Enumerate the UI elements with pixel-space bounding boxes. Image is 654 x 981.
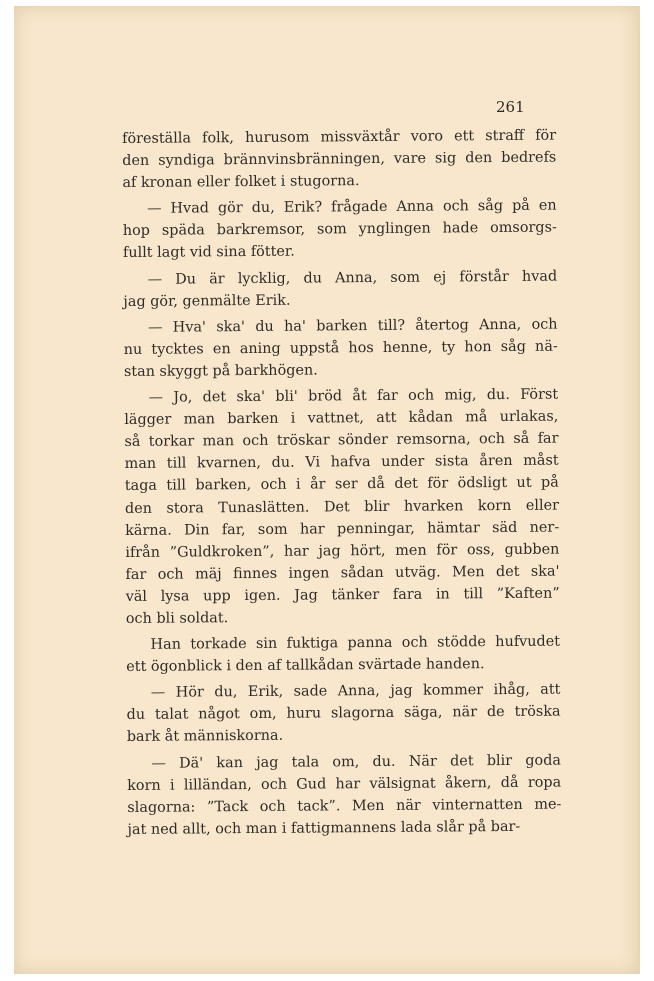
paragraph <box>123 265 557 313</box>
text-line: fullt lagt vid sina fötter. <box>122 244 295 262</box>
text-line: lägger man barken i vattnet, att kådan må urlakas, <box>124 408 559 429</box>
text-line: föreställa folk, hurusom missväxtår voro ett straff för <box>122 127 557 147</box>
paragraph <box>126 679 561 749</box>
text-line: man till kvarnen, du. Vi hafva under sista åren måst <box>124 452 559 473</box>
text-line: — Hör du, Erik, sade Anna, jag kommer ihåg, att <box>150 681 561 702</box>
text-line: far och mäj finnes ingen sådan utväg. Men det ska' <box>125 563 560 583</box>
text-line: hop späda barkremsor, som ynglingen hade omsorgs- <box>122 219 557 240</box>
paragraph <box>122 125 557 195</box>
text-line: och bli soldat. <box>125 610 229 627</box>
text-line: den stora Tunaslätten. Det blir hvarken korn eller <box>124 497 560 517</box>
text-line: jag gör, genmälte Erik. <box>123 292 291 310</box>
text-line: Han torkade sin fuktiga panna och stödde hufvudet <box>150 633 561 653</box>
text-line: stan skyggt på barkhögen. <box>123 362 318 380</box>
text-line: — Jo, det ska' bli' bröd åt far och mig, du. Först <box>148 386 559 406</box>
text-line: så torkar man och tröskar sönder remsorna, och så far <box>124 430 559 451</box>
text-line: bark åt människorna. <box>126 728 284 746</box>
text-line: ifrån ”Guldkroken”, har jag hört, men för oss, gubben <box>125 541 560 561</box>
text-line: — Dä' kan jag tala om, du. När det blir goda <box>151 752 562 772</box>
text-line: den syndiga brännvinsbränningen, vare sig den bedrefs <box>122 149 557 170</box>
paragraph <box>123 313 558 383</box>
text-line: kärna. Din far, som har penningar, hämtar säd ner- <box>125 519 560 539</box>
text-line: du talat något om, huru slagorna säga, när de tröska <box>126 703 561 724</box>
paragraph <box>127 749 562 841</box>
text-line: af kronan eller folket i stugorna. <box>122 173 360 192</box>
paragraph <box>126 631 560 679</box>
text-line: jat ned allt, och man i fattigmannens lada slår på bar- <box>127 818 521 838</box>
book-page <box>14 6 640 974</box>
text-line: korn i lilländan, och Gud har välsignat åkern, då ropa <box>127 774 562 794</box>
text-line: — Hva' ska' du ha' barken till? återtog Anna, och <box>147 316 558 336</box>
text-line: — Du är lycklig, du Anna, som ej förstår hvad <box>147 268 558 288</box>
text-line: nu tycktes en aning uppstå hos henne, ty hon såg nä- <box>123 338 558 358</box>
text-line: ett ögonblick i den af tallkådan svärtade handen. <box>126 656 485 676</box>
text-line: väl lysa upp igen. Jag tänker fara in till ”Kaften” <box>125 585 560 605</box>
text-line: slagorna: ”Tack och tack”. Men när vinternatten me- <box>127 796 562 816</box>
paragraph <box>123 195 558 265</box>
page-number: 261 <box>496 98 525 116</box>
paragraph <box>124 384 560 630</box>
text-line: taga till barken, och i år ser då det för ödsligt ut på <box>124 474 559 495</box>
body-text <box>122 125 562 845</box>
text-line: — Hvad gör du, Erik? frågade Anna och såg på en <box>147 197 557 218</box>
